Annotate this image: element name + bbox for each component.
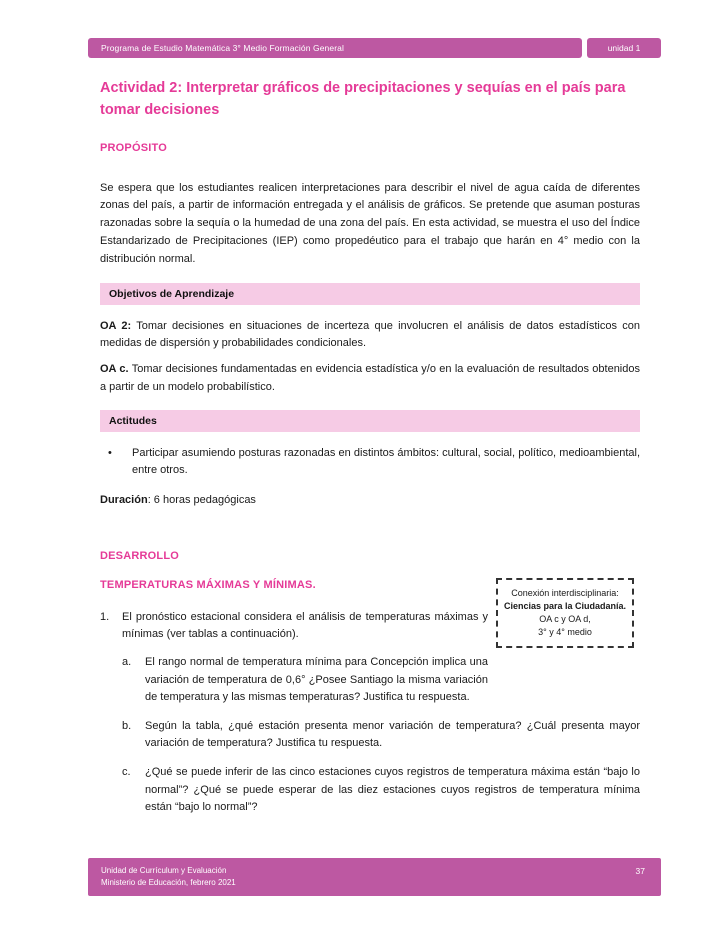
actitudes-bullet-item	[100, 445, 640, 480]
page-number: 37	[635, 866, 645, 876]
connection-line-1: Conexión interdisciplinaria:	[511, 588, 619, 598]
oa2-text: Tomar decisiones en situaciones de incerteza que involucren el análisis de datos estadísticos con medidas de dispersión y probabilidades condicionales.	[100, 319, 640, 349]
bullet-marker: •	[108, 447, 112, 460]
activity-title: Actividad 2: Interpretar gráficos de precipitaciones y sequías en el país para tomar decisiones	[100, 80, 626, 118]
duracion-text: : 6 horas pedagógicas	[147, 493, 256, 506]
sub-a-text: El rango normal de temperatura mínima para Concepción implica una variación de temperatura de 0,6° ¿Posee Santiago la misma variación de temperatura y las mismas temperaturas? Justifica tu respuesta.	[145, 656, 488, 704]
footer-org-line-1: Unidad de Currículum y Evaluación	[101, 866, 227, 875]
sub-c-marker: c.	[122, 765, 131, 778]
proposito-body: Se espera que los estudiantes realicen interpretaciones para describir el nivel de agua caída de diferentes zonas del país, a partir de información entregada y el análisis de gráficos. Se pretende que asuman posturas razonadas sobre la sequía o la humedad de una zona del país. En esta actividad, se muestra el uso del Índice Estandarizado de Precipitaciones (IEP) como propedéutico para el trabajo que harán en 4° medio con la distribución normal.	[100, 181, 640, 265]
footer-org-line-2: Ministerio de Educación, febrero 2021	[101, 878, 236, 888]
duracion-label: Duración	[100, 493, 148, 506]
oa2-label: OA 2:	[100, 319, 132, 332]
oac-paragraph	[100, 361, 640, 396]
duracion-line	[100, 494, 640, 506]
sub-b-marker: b.	[122, 719, 132, 732]
program-title: Programa de Estudio Matemática 3° Medio Formación General	[101, 43, 344, 53]
proposito-heading: PROPÓSITO	[100, 141, 167, 154]
actitudes-bullet-text: Participar asumiendo posturas razonadas en distintos ámbitos: cultural, social, político, medioambiental, entre otros.	[132, 447, 640, 477]
item-1-marker: 1.	[100, 610, 110, 623]
oa2-paragraph	[100, 318, 640, 353]
connection-box	[496, 578, 634, 648]
actitudes-banner: Actitudes	[100, 410, 640, 432]
connection-line-3: OA c y OA d,	[539, 614, 591, 625]
page-content	[100, 0, 640, 828]
sub-b-text: Según la tabla, ¿qué estación presenta menor variación de temperatura? ¿Cuál presenta mayor variación de temperatura? Justifica tu respuesta.	[145, 719, 640, 750]
sub-item-c	[100, 764, 640, 817]
connection-line-4: 3° y 4° medio	[538, 627, 592, 638]
sub-a-marker: a.	[122, 656, 132, 668]
item-1-text: El pronóstico estacional considera el análisis de temperaturas máximas y mínimas (ver tablas a continuación).	[122, 610, 488, 641]
oac-text: Tomar decisiones fundamentadas en evidencia estadística y/o en la evaluación de resultados obtenidos a partir de un modelo probabilístico.	[100, 363, 640, 393]
footer-org	[101, 865, 236, 890]
connection-line-2: Ciencias para la Ciudadanía.	[503, 601, 627, 612]
sub-item-a	[100, 654, 640, 707]
oac-label: OA c.	[100, 363, 129, 376]
sub-c-text: ¿Qué se puede inferir de las cinco estaciones cuyos registros de temperatura máxima están “bajo lo normal”? ¿Qué se puede esperar de las diez estaciones cuyos registros de temperatura mínima están “bajo lo normal”?	[145, 765, 640, 814]
objetivos-banner: Objetivos de Aprendizaje	[100, 283, 640, 305]
footer-bar	[88, 858, 661, 896]
unit-badge-label: unidad 1	[607, 43, 641, 53]
desarrollo-heading: DESARROLLO	[100, 549, 179, 562]
temperaturas-heading: TEMPERATURAS MÁXIMAS Y MÍNIMAS.	[100, 578, 316, 591]
sub-item-b	[100, 718, 640, 753]
